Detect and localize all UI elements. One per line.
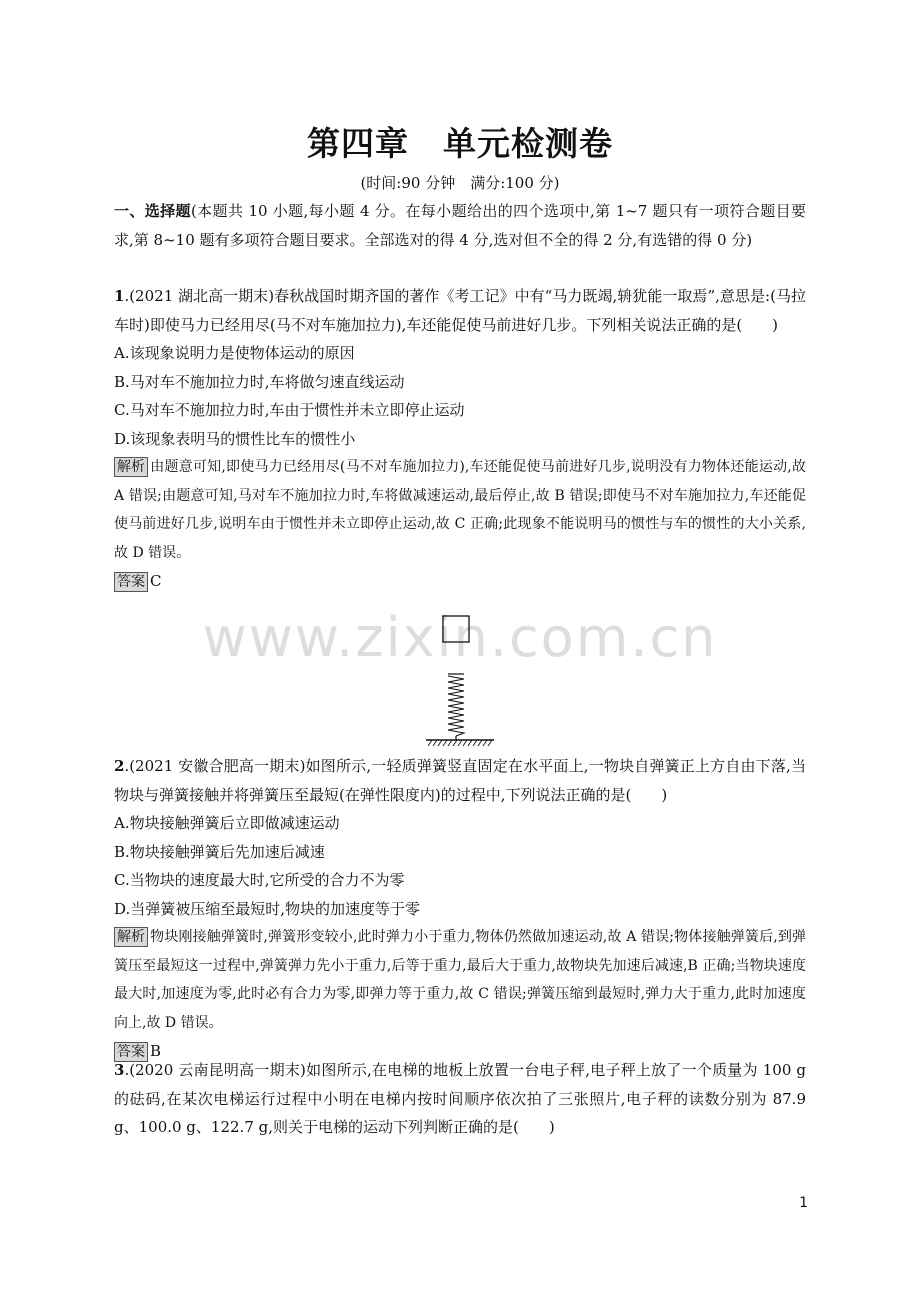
option-a: A.物块接触弹簧后立即做减速运动 [114, 814, 340, 832]
analysis-text: 物块刚接触弹簧时,弹簧形变较小,此时弹力小于重力,物体仍然做加速运动,故 A 错误;物体接触弹簧后,到弹簧压至最短这一过程中,弹簧弹力先小于重力,后等于重力,最后大于重力,故物块先加速后减速,B 正确;当物块速度最大时,加速度为零,此时必有合力为零,即弹力等于重力,故 C 错误;弹簧压缩到最短时,弹力大于重力,此时加速度向上,故 D 错误。 [114, 929, 806, 1031]
question-number: 1 [114, 287, 125, 305]
question-stem [114, 752, 806, 809]
question-text: .(2021 安徽合肥高一期末)如图所示,一轻质弹簧竖直固定在水平面上,一物块自弹簧正上方自由下落,当物块与弹簧接触并将弹簧压至最短(在弹性限度内)的过程中,下列说法正确的是( ) [114, 757, 806, 804]
analysis-tag: 解析 [114, 457, 148, 477]
question-2 [114, 752, 806, 1066]
spring [448, 674, 464, 740]
page-number: 1 [799, 1195, 808, 1211]
chapter-title: 第四章 单元检测卷 [307, 124, 613, 163]
option-d: D.该现象表明马的惯性比车的惯性小 [114, 429, 356, 448]
option-c: C.马对车不施加拉力时,车由于惯性并未立即停止运动 [114, 401, 465, 419]
spring-block-figure [420, 612, 500, 752]
watermark: www.zixin.com.cn [202, 606, 718, 669]
answer-tag: 答案 [114, 1042, 148, 1062]
question-stem [114, 282, 806, 339]
answer-value: B [150, 1042, 162, 1060]
exam-subtitle: (时间:90 分钟 满分:100 分) [360, 174, 560, 192]
section-heading [114, 197, 806, 254]
question-number: 2 [114, 757, 125, 775]
option-b: B.物块接触弹簧后先加速后减速 [114, 842, 325, 861]
question-text: .(2021 湖北高一期末)春秋战国时期齐国的著作《考工记》中有“马力既竭,辀犹能一取焉”,意思是:(马拉车时)即使马力已经用尽(马不对车施加拉力),车还能促使马前进好几步。下列相关说法正确的是( ) [114, 287, 806, 334]
option-a: A.该现象说明力是使物体运动的原因 [114, 344, 355, 362]
question-stem [114, 1056, 806, 1142]
answer-value: C [150, 572, 162, 590]
question-1 [114, 282, 806, 596]
analysis-paragraph [114, 923, 806, 1037]
question-text: .(2020 云南昆明高一期末)如图所示,在电梯的地板上放置一台电子秤,电子秤上放了一个质量为 100 g 的砝码,在某次电梯运行过程中小明在电梯内按时间顺序依次拍了三张照片,电子秤的读数分别为 87.9 g、100.0 g、122.7 g,则关于电梯的运动下列判断正确的是( ) [114, 1061, 806, 1136]
section-instructions: (本题共 10 小题,每小题 4 分。在每小题给出的四个选项中,第 1~7 题只有一项符合题目要求,第 8~10 题有多项符合题目要求。全部选对的得 4 分,选对但不全的得 2 分,有选错的得 0 分) [114, 202, 806, 249]
option-c: C.当物块的速度最大时,它所受的合力不为零 [114, 871, 405, 889]
analysis-tag: 解析 [114, 927, 148, 947]
option-b: B.马对车不施加拉力时,车将做匀速直线运动 [114, 372, 405, 391]
question-3 [114, 1056, 806, 1142]
falling-block [443, 616, 469, 642]
question-number: 3 [114, 1061, 125, 1079]
ground [426, 740, 494, 746]
section-lead: 一、选择题 [114, 202, 191, 220]
answer-line [114, 567, 806, 596]
answer-tag: 答案 [114, 572, 148, 592]
analysis-text: 由题意可知,即使马力已经用尽(马不对车施加拉力),车还能促使马前进好几步,说明没有力物体还能运动,故 A 错误;由题意可知,马对车不施加拉力时,车将做减速运动,最后停止,故 B 错误;即使马不对车施加拉力,车还能促使马前进好几步,说明车由于惯性并未立即停止运动,故 C 正确;此现象不能说明马的惯性与车的惯性的大小关系,故 D 错误。 [114, 459, 806, 561]
analysis-paragraph [114, 453, 806, 567]
option-d: D.当弹簧被压缩至最短时,物块的加速度等于零 [114, 899, 421, 918]
